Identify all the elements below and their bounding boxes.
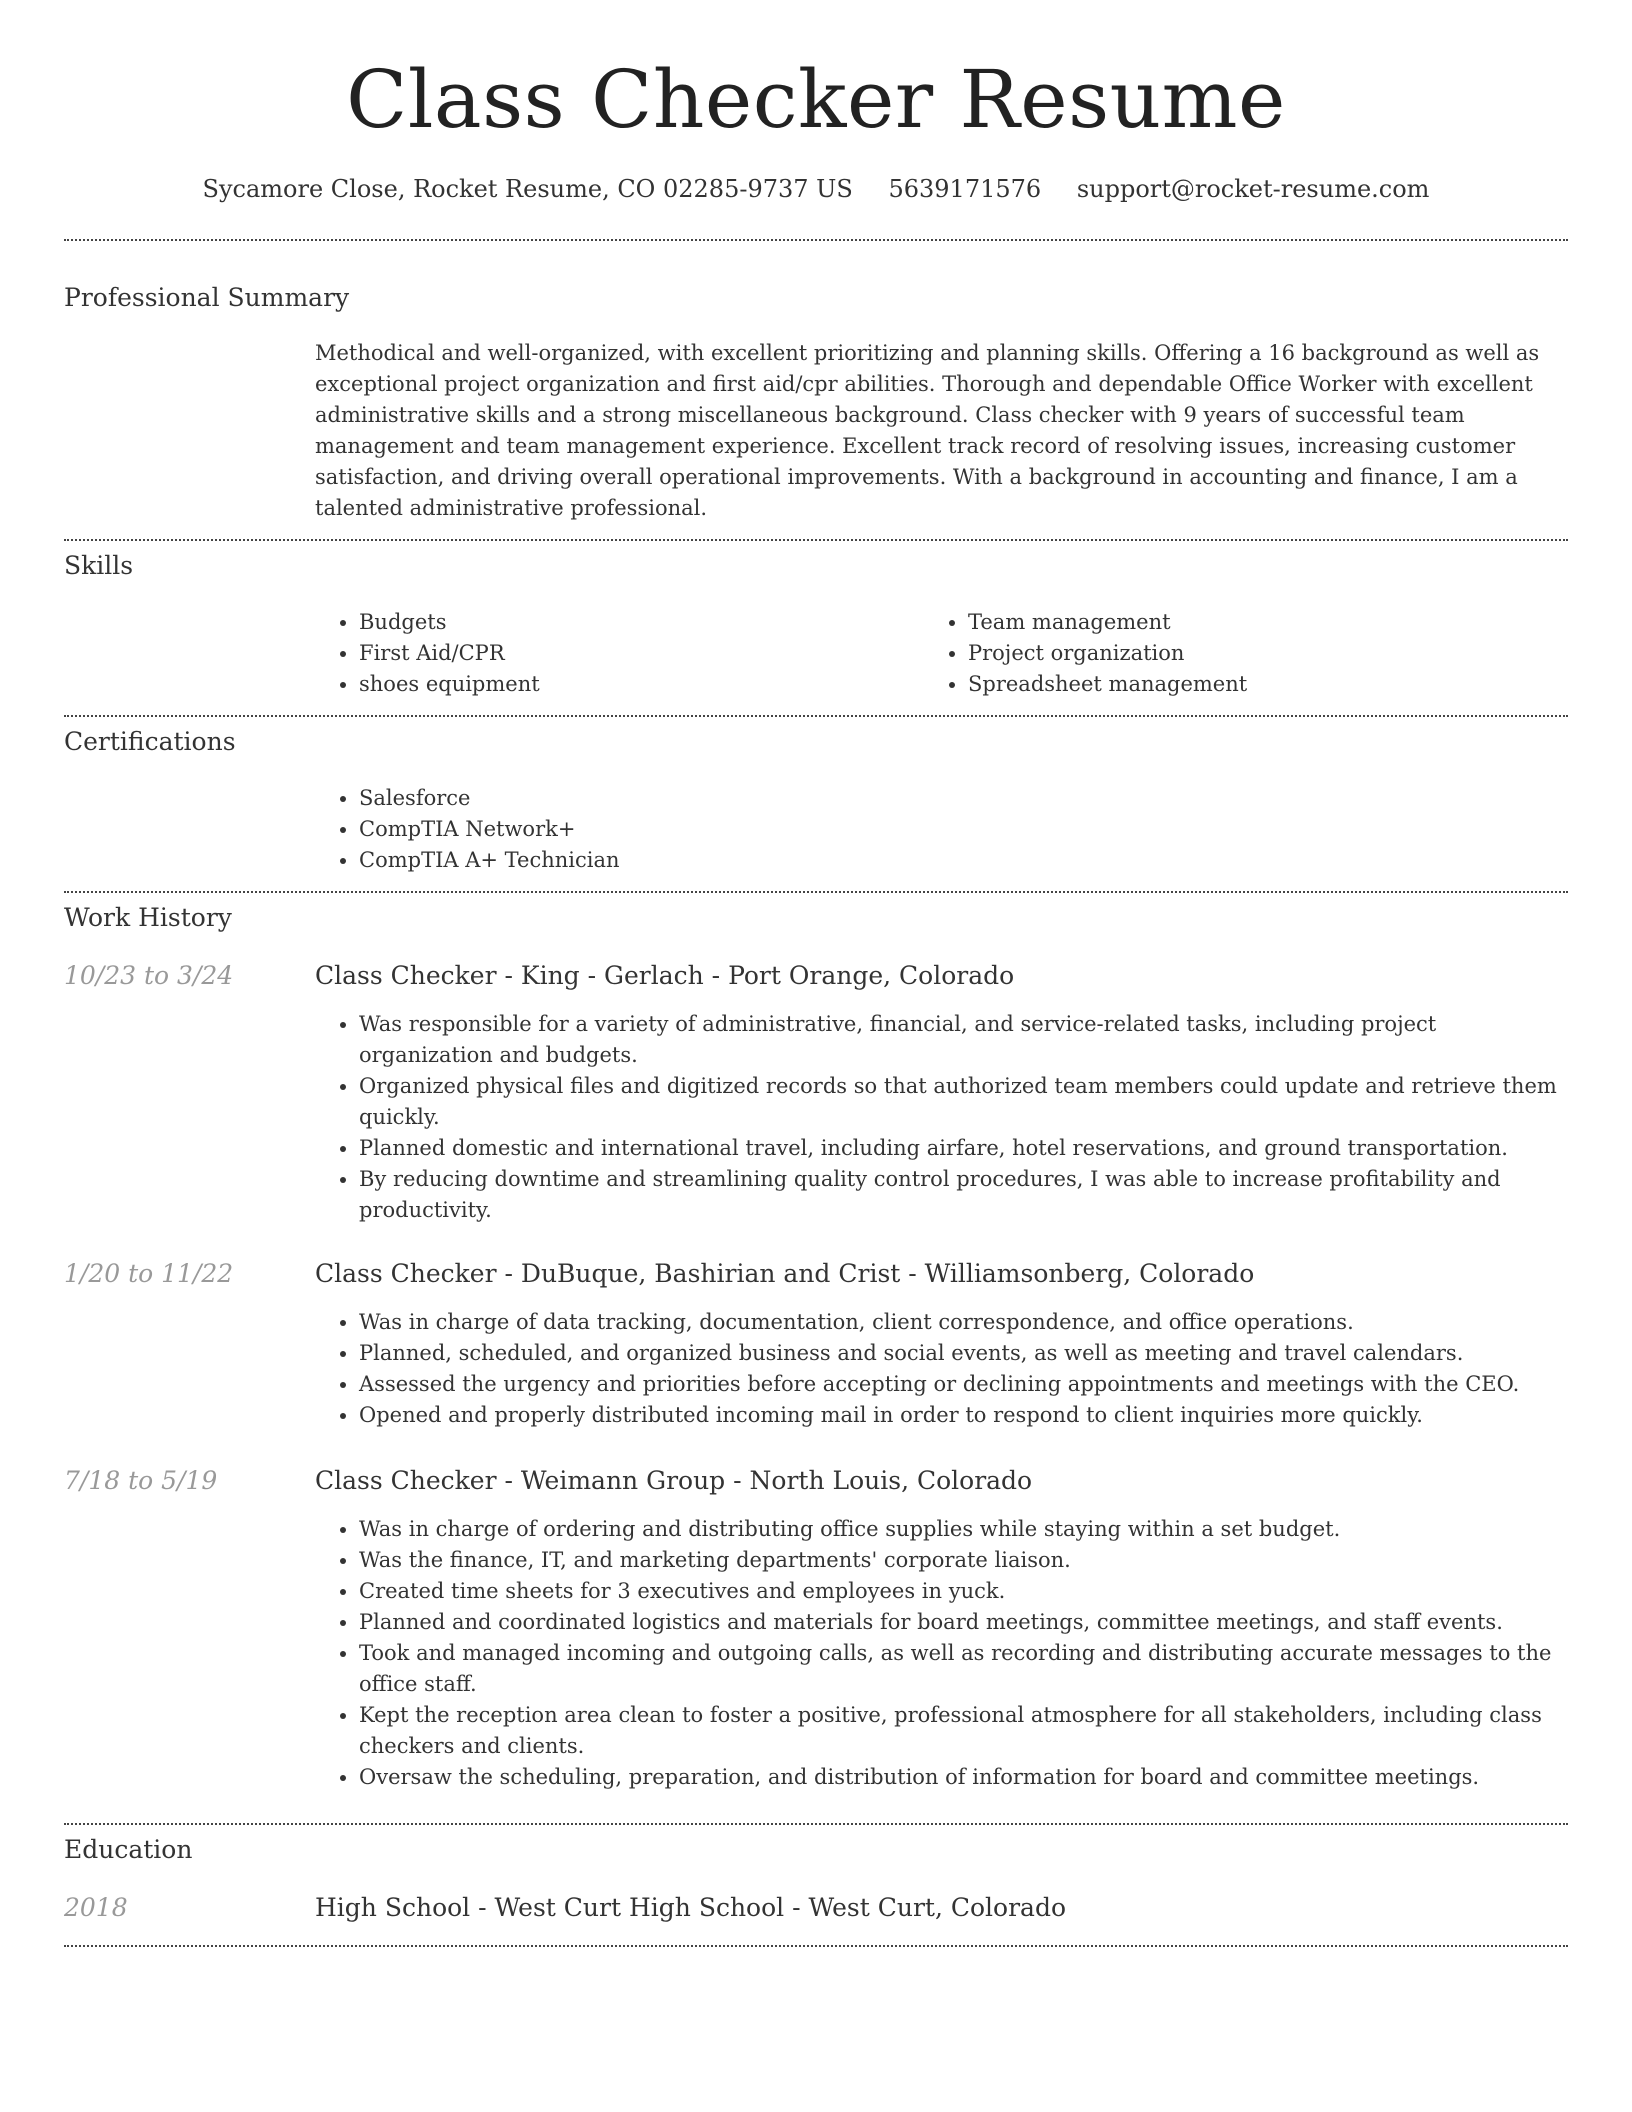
skills-column-left (315, 607, 915, 700)
job-duty-item: • By reducing downtime and streamlining quality control procedures, I was able to increase profitability and productivity. (359, 1164, 1568, 1226)
job-title: Class Checker - DuBuque, Bashirian and Crist - Williamsonberg, Colorado (315, 1259, 1255, 1288)
summary-text: Methodical and well-organized, with excellent prioritizing and planning skills. Offering a 16 background as well as exceptional project organization and first aid/cpr abilities. Thorough and dependable Office Worker with excellent administrative skills and a strong miscellaneous background. Class checker with 9 years of successful team management and team management experience. Excellent track record of resolving issues, increasing customer satisfaction, and driving overall operational improvements. With a background in accounting and finance, I am a talented administrative professional. (315, 341, 1540, 520)
skill-item: • Budgets (359, 607, 915, 638)
job-duty-item: • Planned and coordinated logistics and materials for board meetings, committee meetings, and staff events. (359, 1607, 1568, 1638)
certification-item: • Salesforce (359, 783, 915, 814)
job-duty-item: • Opened and properly distributed incoming mail in order to respond to client inquiries more quickly. (359, 1400, 1568, 1431)
job-duties (315, 1009, 1568, 1226)
job-title: Class Checker - King - Gerlach - Port Orange, Colorado (315, 961, 1015, 990)
job-duty-item: • Was in charge of ordering and distributing office supplies while staying within a set budget. (359, 1514, 1568, 1545)
section-title-education: Education (64, 1835, 193, 1864)
job-duty-item: • Kept the reception area clean to foster a positive, professional atmosphere for all stakeholders, including class checkers and clients. (359, 1700, 1568, 1762)
education-year: 2018 (64, 1893, 128, 1922)
certification-item: • CompTIA A+ Technician (359, 845, 915, 876)
job-duty-item: • Oversaw the scheduling, preparation, and distribution of information for board and committee meetings. (359, 1762, 1568, 1793)
divider (64, 239, 1568, 241)
certification-item: • CompTIA Network+ (359, 814, 915, 845)
job-duties (315, 1514, 1568, 1793)
job-duty-item: • Planned, scheduled, and organized business and social events, as well as meeting and travel calendars. (359, 1338, 1568, 1369)
resume-name: Class Checker Resume (346, 53, 1286, 146)
certifications-list (315, 783, 915, 876)
section-title-certifications: Certifications (64, 727, 236, 756)
job-duties-list (315, 1307, 1568, 1431)
job-duty-item: • Was responsible for a variety of administrative, financial, and service-related tasks, including project organization and budgets. (359, 1009, 1568, 1071)
skills-column-right (924, 607, 1524, 700)
skill-item: • shoes equipment (359, 669, 915, 700)
job-duty-item: • Took and managed incoming and outgoing calls, as well as recording and distributing accurate messages to the office staff. (359, 1638, 1568, 1700)
job-duty-item: • Was in charge of data tracking, documentation, client correspondence, and office operations. (359, 1307, 1568, 1338)
contact-address: Sycamore Close, Rocket Resume, CO 02285-9737 US (202, 175, 853, 203)
section-title-summary: Professional Summary (64, 283, 350, 312)
divider (64, 539, 1568, 541)
job-title: Class Checker - Weimann Group - North Louis, Colorado (315, 1466, 1033, 1495)
job-duties-list (315, 1514, 1568, 1793)
job-dates: 1/20 to 11/22 (64, 1259, 234, 1288)
job-duty-item: • Organized physical files and digitized records so that authorized team members could update and retrieve them quickly. (359, 1071, 1568, 1133)
job-duty-item: • Created time sheets for 3 executives and employees in yuck. (359, 1576, 1568, 1607)
job-duties-list (315, 1009, 1568, 1226)
job-duty-item: • Assessed the urgency and priorities before accepting or declining appointments and meetings with the CEO. (359, 1369, 1568, 1400)
skill-item: • Spreadsheet management (968, 669, 1524, 700)
contact-phone: 5639171576 (888, 175, 1042, 203)
contact-email: support@rocket-resume.com (1076, 175, 1430, 203)
job-dates: 7/18 to 5/19 (64, 1466, 218, 1495)
contact-line (64, 172, 1568, 206)
divider (64, 1945, 1568, 1947)
skill-item: • First Aid/CPR (359, 638, 915, 669)
skills-list-right (924, 607, 1524, 700)
skill-item: • Project organization (968, 638, 1524, 669)
education-degree: High School - West Curt High School - West Curt, Colorado (315, 1893, 1067, 1922)
job-dates: 10/23 to 3/24 (64, 961, 234, 990)
divider (64, 891, 1568, 893)
job-duties (315, 1307, 1568, 1431)
section-title-skills: Skills (64, 551, 134, 580)
section-title-work-history: Work History (64, 903, 232, 932)
job-duty-item: • Planned domestic and international travel, including airfare, hotel reservations, and ground transportation. (359, 1133, 1568, 1164)
skills-list-left (315, 607, 915, 700)
divider (64, 1823, 1568, 1825)
divider (64, 715, 1568, 717)
certifications-block (315, 783, 915, 876)
skill-item: • Team management (968, 607, 1524, 638)
job-duty-item: • Was the finance, IT, and marketing departments' corporate liaison. (359, 1545, 1568, 1576)
